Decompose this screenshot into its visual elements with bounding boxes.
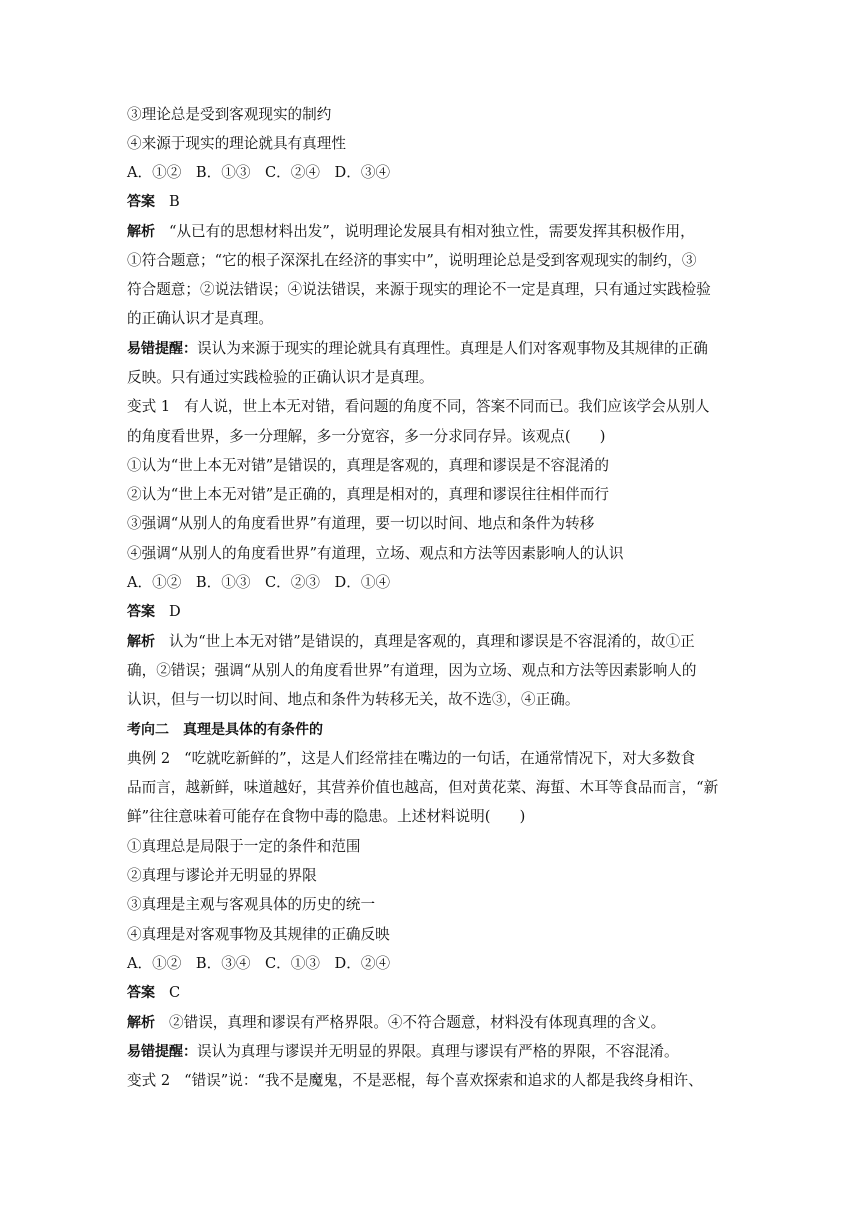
- analysis-label: 解析: [127, 1015, 155, 1031]
- option-text: ①认为“世上本无对错”是错误的，真理是客观的，真理和谬误是不容混淆的: [127, 457, 609, 474]
- example-text: 鲜”往往意味着可能存在食物中毒的隐患。上述材料说明( ): [127, 808, 526, 825]
- section-heading: [127, 720, 737, 740]
- analysis: [127, 222, 737, 242]
- section-title: 真理是具体的有条件的: [183, 722, 323, 738]
- option-3: [127, 895, 737, 915]
- answer-value: C: [169, 984, 181, 1001]
- option-2: [127, 866, 737, 886]
- analysis-text: “从已有的思想材料出发”，说明理论发展具有相对独立性，需要发挥其积极作用，: [169, 223, 695, 240]
- option-text: ②认为“世上本无对错”是正确的，真理是相对的，真理和谬误往往相伴而行: [127, 486, 609, 503]
- error-tip-text: 误认为来源于现实的理论就具有真理性。真理是人们对客观事物及其规律的正确: [197, 340, 708, 357]
- choices: [127, 954, 737, 974]
- analysis-label: 解析: [127, 634, 155, 650]
- option-text: ③强调“从别人的角度看世界”有道理，要一切以时间、地点和条件为转移: [127, 515, 595, 532]
- option-4: [127, 544, 737, 564]
- choices-text: A．①② B．③④ C．①③ D．②④: [127, 955, 391, 972]
- analysis-line: [127, 280, 737, 300]
- answer-label: 答案: [127, 194, 155, 210]
- error-tip-text: 误认为真理与谬误并无明显的界限。真理与谬误有严格的界限，不容混淆。: [197, 1043, 679, 1060]
- option-text: ④强调“从别人的角度看世界”有道理，立场、观点和方法等因素影响人的认识: [127, 545, 624, 562]
- error-tip-line: [127, 368, 737, 388]
- variant-line: [127, 427, 737, 447]
- option-text: ④真理是对客观事物及其规律的正确反映: [127, 926, 390, 943]
- variant-2: [127, 1071, 737, 1091]
- variant-text: 有人说，世上本无对错，看问题的角度不同，答案不同而已。我们应该学会从别人: [184, 398, 710, 415]
- answer: [127, 602, 737, 622]
- analysis: [127, 632, 737, 652]
- option-3: [127, 514, 737, 534]
- choices-text: A．①② B．①③ C．②④ D．③④: [127, 164, 391, 181]
- variant-text: 的角度看世界，多一分理解，多一分宽容，多一分求同存异。该观点( ): [127, 428, 606, 445]
- error-tip-label: 易错提醒：: [127, 341, 197, 357]
- analysis-line: [127, 690, 737, 710]
- analysis-label: 解析: [127, 224, 155, 240]
- answer: [127, 983, 737, 1003]
- error-tip-label: 易错提醒：: [127, 1044, 197, 1060]
- option-text: ①真理总是局限于一定的条件和范围: [127, 838, 361, 855]
- option-4: [127, 134, 737, 154]
- example-label: 典例 2: [127, 750, 171, 767]
- example-text: 品而言，越新鲜，味道越好，其营养价值也越高，但对黄花菜、海蜇、木耳等食品而言，“新: [127, 779, 719, 796]
- choices-text: A．①② B．①③ C．②③ D．①④: [127, 574, 391, 591]
- option-2: [127, 485, 737, 505]
- error-tip: [127, 339, 737, 359]
- option-text: ③理论总是受到客观现实的制约: [127, 106, 332, 123]
- answer-label: 答案: [127, 604, 155, 620]
- option-3: [127, 105, 737, 125]
- analysis-line: [127, 661, 737, 681]
- example-text: “吃就吃新鲜的”，这是人们经常挂在嘴边的一句话，在通常情况下，对大多数食: [184, 750, 696, 767]
- answer-value: D: [169, 603, 181, 620]
- option-text: ④来源于现实的理论就具有真理性: [127, 135, 346, 152]
- example-line: [127, 807, 737, 827]
- error-tip-text: 反映。只有通过实践检验的正确认识才是真理。: [127, 369, 434, 386]
- variant-1: [127, 397, 737, 417]
- analysis-text: 的正确认识才是真理。: [127, 310, 273, 327]
- analysis-text: 认识，但与一切以时间、地点和条件为转移无关，故不选③，④正确。: [127, 691, 580, 708]
- answer-label: 答案: [127, 985, 155, 1001]
- analysis-line: [127, 251, 737, 271]
- example-2: [127, 749, 737, 769]
- choices: [127, 573, 737, 593]
- example-line: [127, 778, 737, 798]
- answer-value: B: [169, 193, 180, 210]
- analysis: [127, 1013, 737, 1033]
- answer: [127, 192, 737, 212]
- analysis-line: [127, 309, 737, 329]
- analysis-text: ①符合题意；“它的根子深深扎在经济的事实中”，说明理论总是受到客观现实的制约，③: [127, 252, 697, 269]
- analysis-text: 确，②错误；强调“从别人的角度看世界”有道理，因为立场、观点和方法等因素影响人的: [127, 662, 697, 679]
- option-1: [127, 456, 737, 476]
- variant-text: “错误”说：“我不是魔鬼，不是恶棍，每个喜欢探索和追求的人都是我终身相许、: [184, 1072, 703, 1089]
- option-text: ②真理与谬论并无明显的界限: [127, 867, 317, 884]
- choices: [127, 163, 737, 183]
- option-4: [127, 925, 737, 945]
- variant-label: 变式 2: [127, 1072, 171, 1089]
- option-1: [127, 837, 737, 857]
- variant-label: 变式 1: [127, 398, 171, 415]
- section-label: 考向二: [127, 722, 169, 738]
- error-tip: [127, 1042, 737, 1062]
- analysis-text: 认为“世上本无对错”是错误的，真理是客观的，真理和谬误是不容混淆的，故①正: [169, 633, 695, 650]
- analysis-text: ②错误，真理和谬误有严格界限。④不符合题意，材料没有体现真理的含义。: [169, 1014, 666, 1031]
- analysis-text: 符合题意；②说法错误；④说法错误，来源于现实的理论不一定是真理，只有通过实践检验: [127, 281, 711, 298]
- option-text: ③真理是主观与客观具体的历史的统一: [127, 896, 376, 913]
